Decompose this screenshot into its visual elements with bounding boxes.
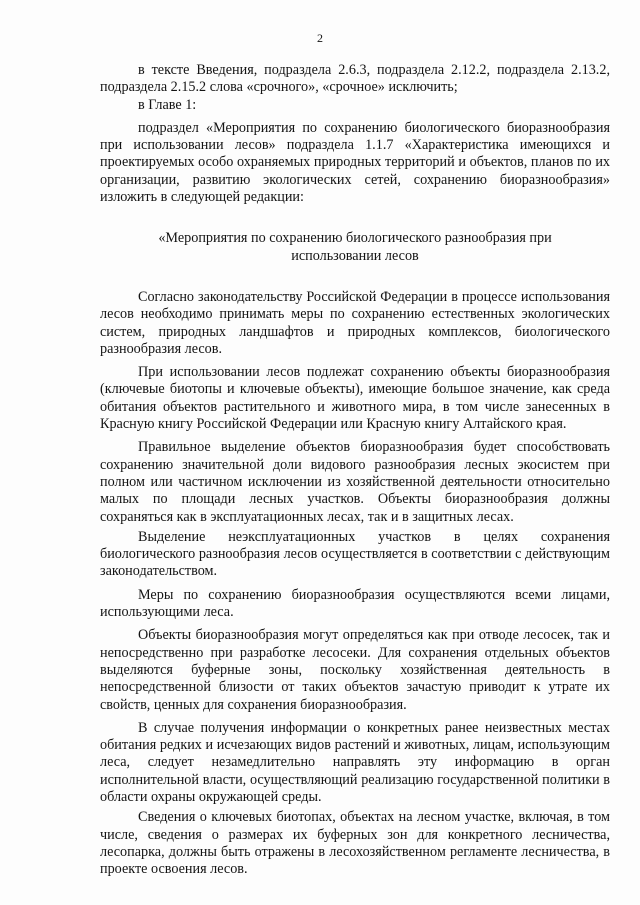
body-paragraph-1: Согласно законодательству Российской Федерации в процессе использования лесов необходимо принимать меры по сохранению естественных экологических систем, природных ландшафтов и природных комплексов, биологического разнообразия лесов. <box>100 288 610 357</box>
body-paragraph-6: Объекты биоразнообразия могут определяться как при отводе лесосек, так и непосредственно при разработке лесосеки. Для сохранения отдельных объектов выделяются буферные зоны, поскольку хозяйственная деятельность в непосредственной близости от таких объектов зачастую приводит к утрате их свойств, ценных для сохранения биоразнообразия. <box>100 627 610 713</box>
document-body <box>100 62 610 878</box>
intro-paragraph-2: в Главе 1: <box>138 96 197 113</box>
body-paragraph-3: Правильное выделение объектов биоразнообразия будет способствовать сохранению значительной доли видового разнообразия лесных экосистем при полном или частичном исключении из хозяйственной деятельности относительно малых по площади лесных участков. Объекты биоразнообразия должны сохраняться как в эксплуатационных лесах, так и в защитных лесах. <box>100 439 610 525</box>
body-paragraph-8: Сведения о ключевых биотопах, объектах на лесном участке, включая, в том числе, сведения о размерах их буферных зон для конкретного лесничества, лесопарка, должны быть отражены в лесохозяйственном регламенте лесничества, в проекте освоения лесов. <box>100 809 610 878</box>
intro-paragraph-3: подраздел «Мероприятия по сохранению биологического биоразнообразия при использовании лесов» подраздела 1.1.7 «Характеристика имеющихся и проектируемых особо охраняемых природных территорий и объектов, планов по их организации, развитию экологических сетей, сохранению биоразнообразия» изложить в следующей редакции: <box>100 119 610 206</box>
body-paragraph-7: В случае получения информации о конкретных ранее неизвестных местах обитания редких и исчезающих видов растений и животных, лицам, использующим леса, следует незамедлительно направлять эту информацию в орган исполнительной власти, осуществляющий реализацию государственной политики в области охраны окружающей среды. <box>100 719 610 805</box>
intro-paragraph-1: в тексте Введения, подраздела 2.6.3, подраздела 2.12.2, подраздела 2.13.2, подраздела 2.15.2 слова «срочного», «срочное» исключить; <box>100 62 610 96</box>
body-paragraph-5: Меры по сохранению биоразнообразия осуществляются всеми лицами, использующими леса. <box>100 586 610 621</box>
section-heading: «Мероприятия по сохранению биологического разнообразия при использовании лесов <box>158 230 552 264</box>
body-paragraph-4: Выделение неэксплуатационных участков в целях сохранения биологического разнообразия лесов осуществляется в соответствии с действующим законодательством. <box>100 528 610 580</box>
page-number: 2 <box>317 31 323 45</box>
body-paragraph-2: При использовании лесов подлежат сохранению объекты биоразнообразия (ключевые биотопы и ключевые объекты), имеющие большое значение, как среда обитания объектов растительного и животного мира, в том числе занесенных в Красную книгу Российской Федерации или Красную книгу Алтайского края. <box>100 364 610 433</box>
